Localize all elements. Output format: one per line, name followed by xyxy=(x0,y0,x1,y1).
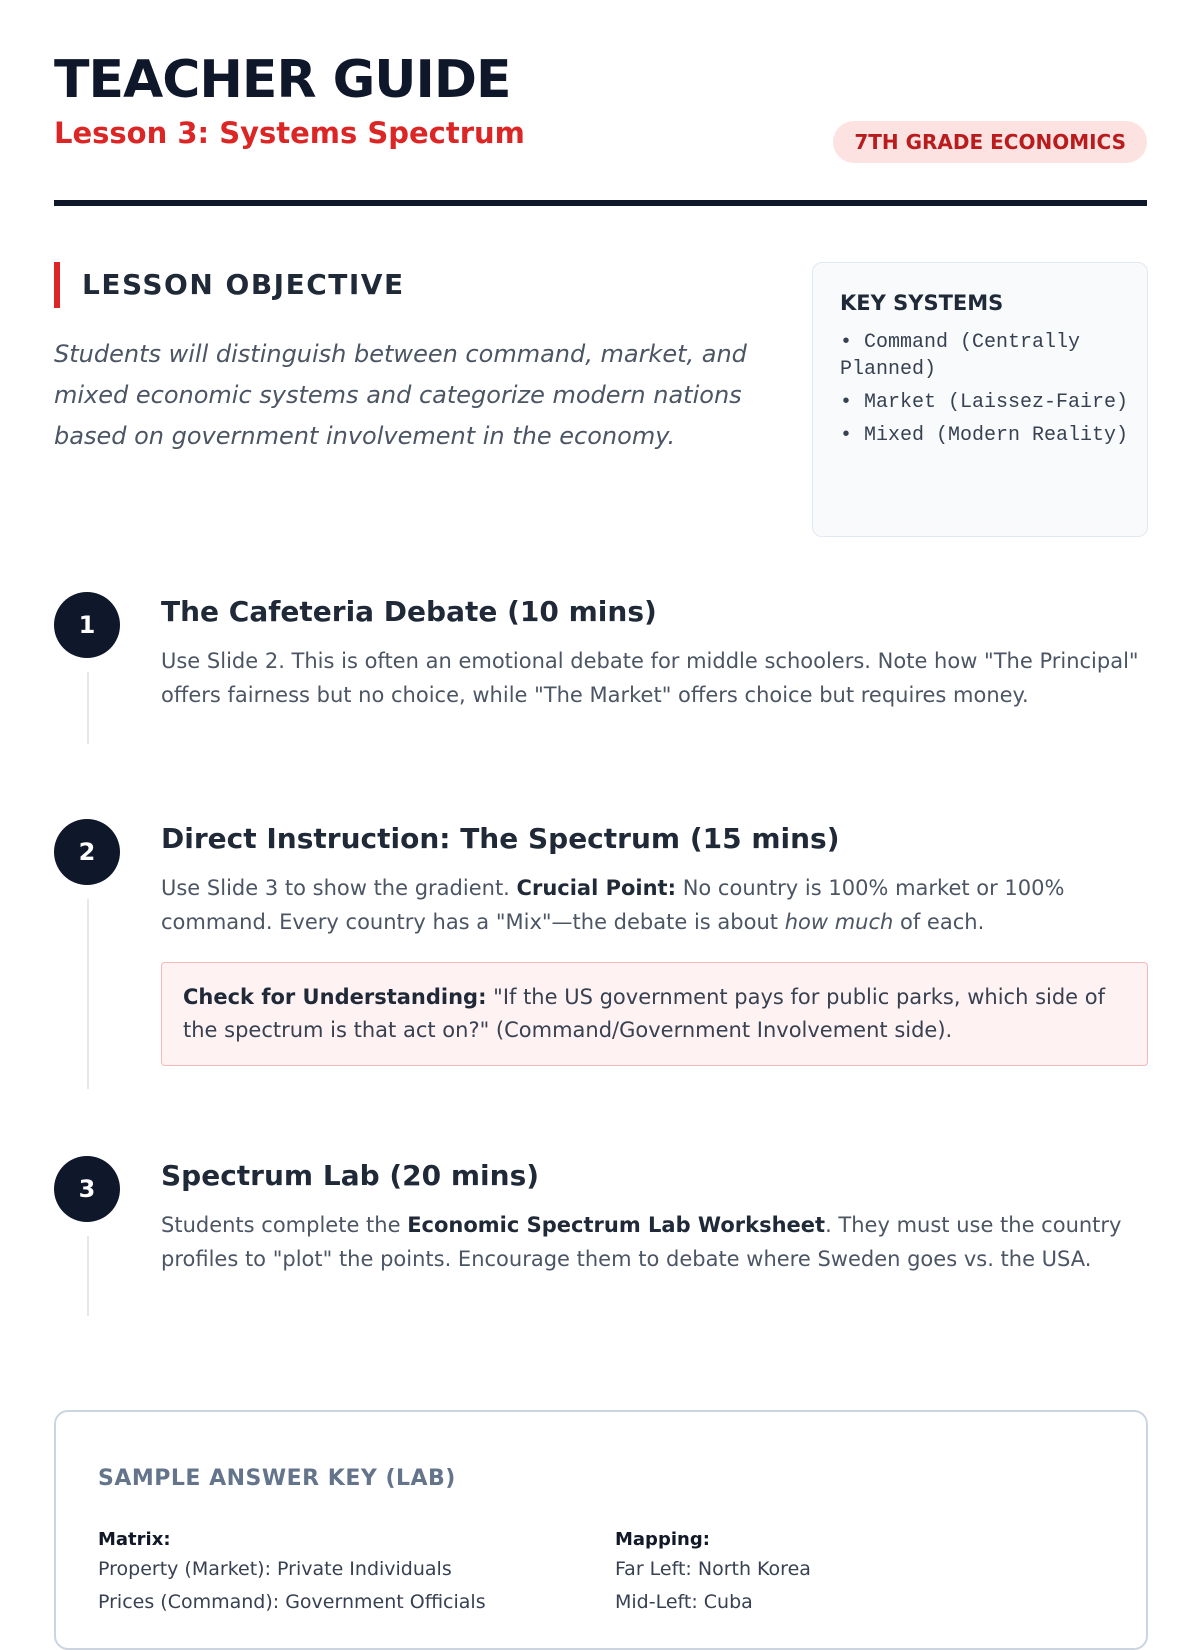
worksheet-name: Economic Spectrum Lab Worksheet xyxy=(407,1213,826,1237)
sample-answer-key-card xyxy=(54,1410,1148,1650)
step-body-text: Students complete the xyxy=(161,1213,401,1237)
lesson-objective-section xyxy=(54,262,774,457)
answer-key-title: SAMPLE ANSWER KEY (LAB) xyxy=(98,1466,456,1491)
step-title: Spectrum Lab (20 mins) xyxy=(161,1159,540,1192)
lesson-objective-text: Students will distinguish between command, market, and mixed economic systems and categorize modern nations based on government involvement in the economy. xyxy=(54,340,747,450)
step-2 xyxy=(54,819,1148,1089)
grade-badge: 7TH GRADE ECONOMICS xyxy=(833,121,1147,163)
step-body-text: of each. xyxy=(900,910,985,934)
step-title: The Cafeteria Debate (10 mins) xyxy=(161,595,657,628)
step-body-text: . They must use the country profiles to "plot" the points. Encourage them to debate where Sweden goes vs. the USA. xyxy=(161,1213,1122,1271)
mapping-heading: Mapping: xyxy=(615,1529,710,1550)
step-number-badge: 1 xyxy=(54,592,120,658)
mapping-column xyxy=(615,1527,811,1619)
step-1 xyxy=(54,592,1148,752)
step-body: Use Slide 2. This is often an emotional debate for middle schoolers. Note how "The Principal" offers fairness but no choice, while "The Market" offers choice but requires money. xyxy=(161,649,1139,707)
step-number-badge: 3 xyxy=(54,1156,120,1222)
step-body xyxy=(161,871,1148,939)
matrix-line: Prices (Command): Government Officials xyxy=(98,1591,486,1613)
lesson-objective-heading: LESSON OBJECTIVE xyxy=(54,262,774,308)
step-title: Direct Instruction: The Spectrum (15 mins) xyxy=(161,822,840,855)
callout-label: Check for Understanding: xyxy=(183,985,487,1009)
timeline-connector xyxy=(87,1236,89,1316)
crucial-point-label: Crucial Point: xyxy=(516,876,676,900)
step-body xyxy=(161,1208,1148,1276)
step-number-badge: 2 xyxy=(54,819,120,885)
page-title: TEACHER GUIDE xyxy=(54,50,511,110)
key-systems-title: KEY SYSTEMS xyxy=(840,291,1004,315)
mapping-line: Mid-Left: Cuba xyxy=(615,1591,753,1613)
callout-text: "If the US government pays for public parks, which side of the spectrum is that act on?" (Command/Government Involvement side). xyxy=(183,985,1106,1042)
matrix-heading: Matrix: xyxy=(98,1529,171,1550)
key-systems-box xyxy=(812,262,1148,537)
step-body-text: No country is 100% market or 100% command. Every country has a "Mix"—the debate is about xyxy=(161,876,1065,934)
lesson-subtitle: Lesson 3: Systems Spectrum xyxy=(54,116,525,150)
key-system-item-command: • Command (Centrally Planned) xyxy=(840,331,1081,381)
header-divider xyxy=(54,200,1147,206)
key-system-item-mixed: • Mixed (Modern Reality) xyxy=(840,424,1129,447)
mapping-line: Far Left: North Korea xyxy=(615,1558,811,1580)
key-system-item-market: • Market (Laissez-Faire) xyxy=(840,391,1129,414)
matrix-line: Property (Market): Private Individuals xyxy=(98,1558,452,1580)
matrix-column xyxy=(98,1527,486,1619)
emphasis-text: how much xyxy=(784,910,894,934)
step-3 xyxy=(54,1156,1148,1316)
step-body-text: Use Slide 3 to show the gradient. xyxy=(161,876,510,900)
timeline-connector xyxy=(87,899,89,1089)
check-for-understanding-callout xyxy=(161,962,1148,1066)
timeline-connector xyxy=(87,672,89,744)
